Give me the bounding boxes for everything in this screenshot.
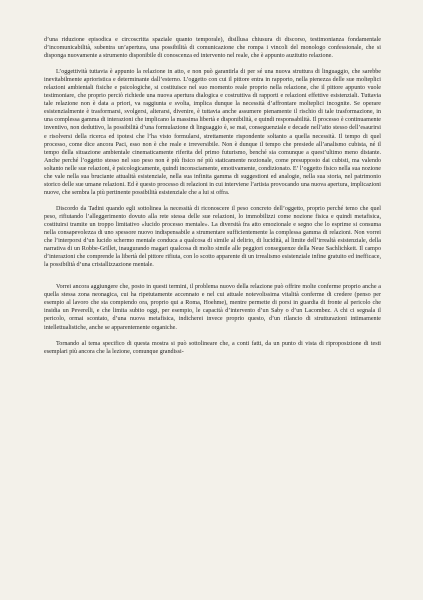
paragraph-spacer <box>44 60 381 68</box>
paragraph-3: Discordo da Tadini quando egli sottolinea la necessità di riconoscere il peso concreto dell’oggetto, proprio perché temo che quel peso, rifiutando l’alleggerimento dovuto alla rete stessa delle sue relazioni, lo immobilizzi come nozione fisica e quindi metafisica, costituirsi tramite un troppo limitativo «lucido processo mentale». La diversità fra atto emozionale e segno che lo esprime si consuma nella consapevolezza di uno spessore nuovo indispensabile a strumentare sufficientemente la complessa gamma di relazioni. Non vorrei che l’interporsi d’un lucido schermo mentale conduca a qualcosa di simile al delirio, di lucidità, al limite dell’irrealtà esistenziale, della narrativa di un Robbe-Grillet, inaugurando magari qualcosa di molto simile alle peggiori conseguenze della Neue Sachlichkeit. Il campo d’interazioni che comprende la libertà del pittore rifiuta, con lo scotto apparente di un irrealismo esistenziale infine gratuito ed inefficace, la possibilità d’una cristallizzazione mentale. <box>44 205 381 269</box>
paragraph-spacer <box>44 269 381 283</box>
paragraph-spacer <box>44 197 381 205</box>
paragraph-spacer <box>44 332 381 340</box>
paragraph-2: L’oggettività tuttavia è appunto la relazione in atto, e non può garantirla di per sé una nuova struttura di linguaggio, che sarebbe inevitabilmente aprioristica e determinante dall’esterno. L’oggetto con cui il pittore entra in rapporto, nella pienezza delle sue molteplici relazioni ambientali fisiche e psicologiche, si costituisce nel suo momento reale proprio nella relazione, che il pittore appunto vuole testimoniare, che proprio perciò richiede una nuova apertura dialogica e costruttiva di rapporti e relazioni effettive esistenziali. Tuttavia tale relazione non è data a priori, va raggiunta e svolta, implica dunque la necessità d’affrontare molteplici incognite. Se operare esistenzialmente è trasformarsi, svolgersi, alterarsi, divenire, è tuttavia anche assumere pienamente il rischio di tale trasformazione, in una complessa gamma di interazioni che implicano la massima libertà e disponibilità, e quindi responsabilità. Il processo è continuamente inventivo, non deduttivo, la possibilità d’una formulazione di linguaggio è, se mai, conseguenziale e decade nell’atto stesso dell’esaurirsi e risolversi della ricerca ed ipotesi che l’ha visto formularsi, strettamente rispondente soltanto a quella necessità. Il tempo di quel processo, come dice ancora Paci, esso non è che reale e irreversibile. Non è dunque il tempo che presiede all’analismo cubista, né il tempo della situazione ambientale cinematicamente riferita del primo futurismo, benché sia comunque a quest’ultimo meno distante. Anche perché l’oggetto stesso nel suo peso non è più fisico né più staticamente nozionale, come presupposto dai cubisti, ma valendo soltanto nelle sue relazioni, è psicologicamente, quindi inconsciamente, emotivamente, condizionato. E’ l’oggetto fisico nella sua nozione che vale nella sua bruciante attualità esistenziale, nella sua infinita gamma di suggestioni ed analogie, nella sua storia, nel patrimonio storico delle sue umane relazioni. Ed è questo processo di relazioni in cui interviene l’artista provocando una nuova apertura, implicazioni nuove, che sembra la più pertinente possibilità esistenziale che a lui si offra. <box>44 69 381 196</box>
paragraph-4: Vorrei ancora aggiungere che, posto in questi termini, il problema nuovo della relazione può offrire molte conferme proprio anche a quella stessa zona neonagica, cui ha ripetutamente accennato e nel cui attuale notevolissima vitalità conferme di credere (penso per esempio al lavoro che sta compiendo ora, proprio qui a Roma, Hoehme), mentre permette di porsi in guardia di fronte al pericolo che insidia un Peverelli, e che limita subito oggi, per esempio, le capacità d’intervento d’un Saby o d’un Lacombez. A chi ci segnala il pericolo, ormai scontato, d’una nuova metafisica, indicherei invece proprio questo, d’un rilancio di strutturazioni intimamente intellettualistiche, anche se apparentemente organiche. <box>44 284 381 331</box>
paragraph-5: Tornando al tema specifico di questa mostra si può sottolineare che, a conti fatti, da un punto di vista di riproposizione di testi esemplari più ancora che la lezione, comunque grandissi- <box>44 340 381 355</box>
paragraph-1: d’una riduzione episodica e circoscritta spaziale quanto temporale), disillusa chiusura di discorso, testimonianza fondamentale d’incomunicabilità, subentra un’apertura, una possibilità di comunicazione che rompa i vincoli del monologo confessionale, che si disponga nuovamente a strumento disponibile di conoscenza ed intervento nel reale, che è appunto auzitutto relazione. <box>44 37 381 60</box>
